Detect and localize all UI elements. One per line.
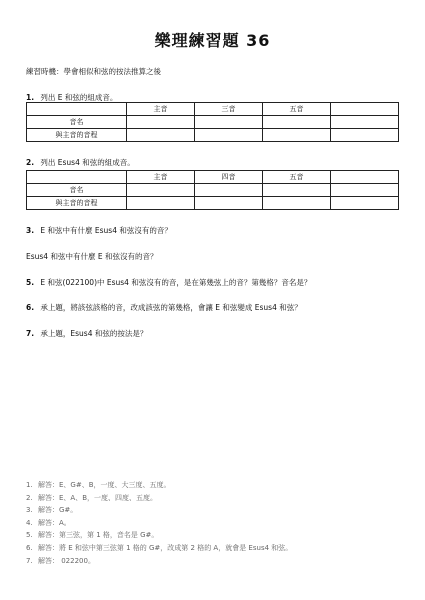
table-row <box>27 184 399 197</box>
answer-cell[interactable] <box>331 197 399 210</box>
answer-cell[interactable] <box>195 184 263 197</box>
row-label: 與主音的音程 <box>27 197 127 210</box>
answer-number: 6. <box>26 543 33 552</box>
table-header-row <box>27 103 399 116</box>
table-header-cell: 五音 <box>263 171 331 184</box>
answer-cell[interactable] <box>195 116 263 129</box>
answer-cell[interactable] <box>127 129 195 142</box>
answer-number: 5. <box>26 531 33 540</box>
answer-text: 解答：G#。 <box>38 506 78 515</box>
answer-number: 2. <box>26 493 33 502</box>
answer-cell[interactable] <box>263 116 331 129</box>
page-title: 樂理練習題 36 <box>154 31 271 50</box>
answer-cell[interactable] <box>263 184 331 197</box>
question-number: 5. <box>26 278 35 287</box>
question-3 <box>26 225 172 236</box>
question-2 <box>26 157 135 168</box>
question-number: 3. <box>26 226 35 235</box>
question-6 <box>26 302 302 313</box>
answer-cell[interactable] <box>263 129 331 142</box>
answer-cell[interactable] <box>195 197 263 210</box>
answer-text: 解答：A。 <box>38 518 71 527</box>
answer-cell[interactable] <box>263 197 331 210</box>
question-number: 6. <box>26 303 35 312</box>
question-number: 1. <box>26 93 35 102</box>
question-text: 列出 E 和弦的組成音。 <box>40 93 118 102</box>
question-text: 列出 Esus4 和弦的組成音。 <box>40 158 135 167</box>
answer-text: 解答：E、A、B，一度、四度、五度。 <box>38 493 158 502</box>
answer-number: 4. <box>26 518 33 527</box>
answer-text: 解答：第三弦，第 1 格，音名是 G#。 <box>38 531 159 540</box>
answer-cell[interactable] <box>127 197 195 210</box>
table-header-cell <box>27 171 127 184</box>
table-header-cell <box>27 103 127 116</box>
question-text: Esus4 和弦中有什麼 E 和弦沒有的音？ <box>26 252 158 261</box>
answer-cell[interactable] <box>331 116 399 129</box>
table-row <box>27 197 399 210</box>
table-header-cell: 五音 <box>263 103 331 116</box>
answer-text: 解答： 022200。 <box>38 556 95 565</box>
table-header-row <box>27 171 399 184</box>
answer-number: 3. <box>26 506 33 515</box>
answer-key <box>26 479 292 567</box>
table-row <box>27 129 399 142</box>
question-text: E 和弦(022100)中 Esus4 和弦沒有的音，是在第幾弦上的音？第幾格？音名是？ <box>40 278 312 287</box>
question-text: E 和弦中有什麼 Esus4 和弦沒有的音？ <box>40 226 172 235</box>
answer-text: 解答：E、G#、B，一度、大三度、五度。 <box>38 481 171 489</box>
table-header-cell: 三音 <box>195 103 263 116</box>
row-label: 音名 <box>27 184 127 197</box>
answer-item <box>26 542 292 555</box>
answer-cell[interactable] <box>127 184 195 197</box>
table-header-cell: 四音 <box>195 171 263 184</box>
answer-cell[interactable] <box>195 129 263 142</box>
question-7 <box>26 328 147 339</box>
question-number: 2. <box>26 158 35 167</box>
chord-table-esus4 <box>26 170 399 210</box>
table-row <box>27 116 399 129</box>
answer-item <box>26 504 292 517</box>
answer-item <box>26 529 292 542</box>
answer-number: 7. <box>26 556 33 565</box>
row-label: 音名 <box>27 116 127 129</box>
answer-item <box>26 479 292 492</box>
answer-cell[interactable] <box>331 184 399 197</box>
table-header-cell <box>331 103 399 116</box>
question-4 <box>26 251 157 262</box>
answer-item <box>26 555 292 568</box>
chord-table-e <box>26 102 399 142</box>
answer-item <box>26 492 292 505</box>
table-header-cell: 主音 <box>127 103 195 116</box>
row-label: 與主音的音程 <box>27 129 127 142</box>
question-text: 承上題，Esus4 和弦的按法是？ <box>40 329 148 338</box>
answer-number: 1. <box>26 481 33 489</box>
answer-item <box>26 517 292 530</box>
answer-cell[interactable] <box>127 116 195 129</box>
answer-text: 解答：將 E 和弦中第三弦第 1 格的 G#，改成第 2 格的 A，就會是 Esus4 和弦。 <box>38 543 293 552</box>
question-text: 承上題，將該弦該格的音，改成該弦的第幾格，會讓 E 和弦變成 Esus4 和弦？ <box>40 303 302 312</box>
question-5 <box>26 277 311 288</box>
answer-cell[interactable] <box>331 129 399 142</box>
question-number: 7. <box>26 329 35 338</box>
table-header-cell <box>331 171 399 184</box>
table-header-cell: 主音 <box>127 171 195 184</box>
practice-time: 練習時機：學會相似和弦的按法推算之後 <box>26 67 161 76</box>
